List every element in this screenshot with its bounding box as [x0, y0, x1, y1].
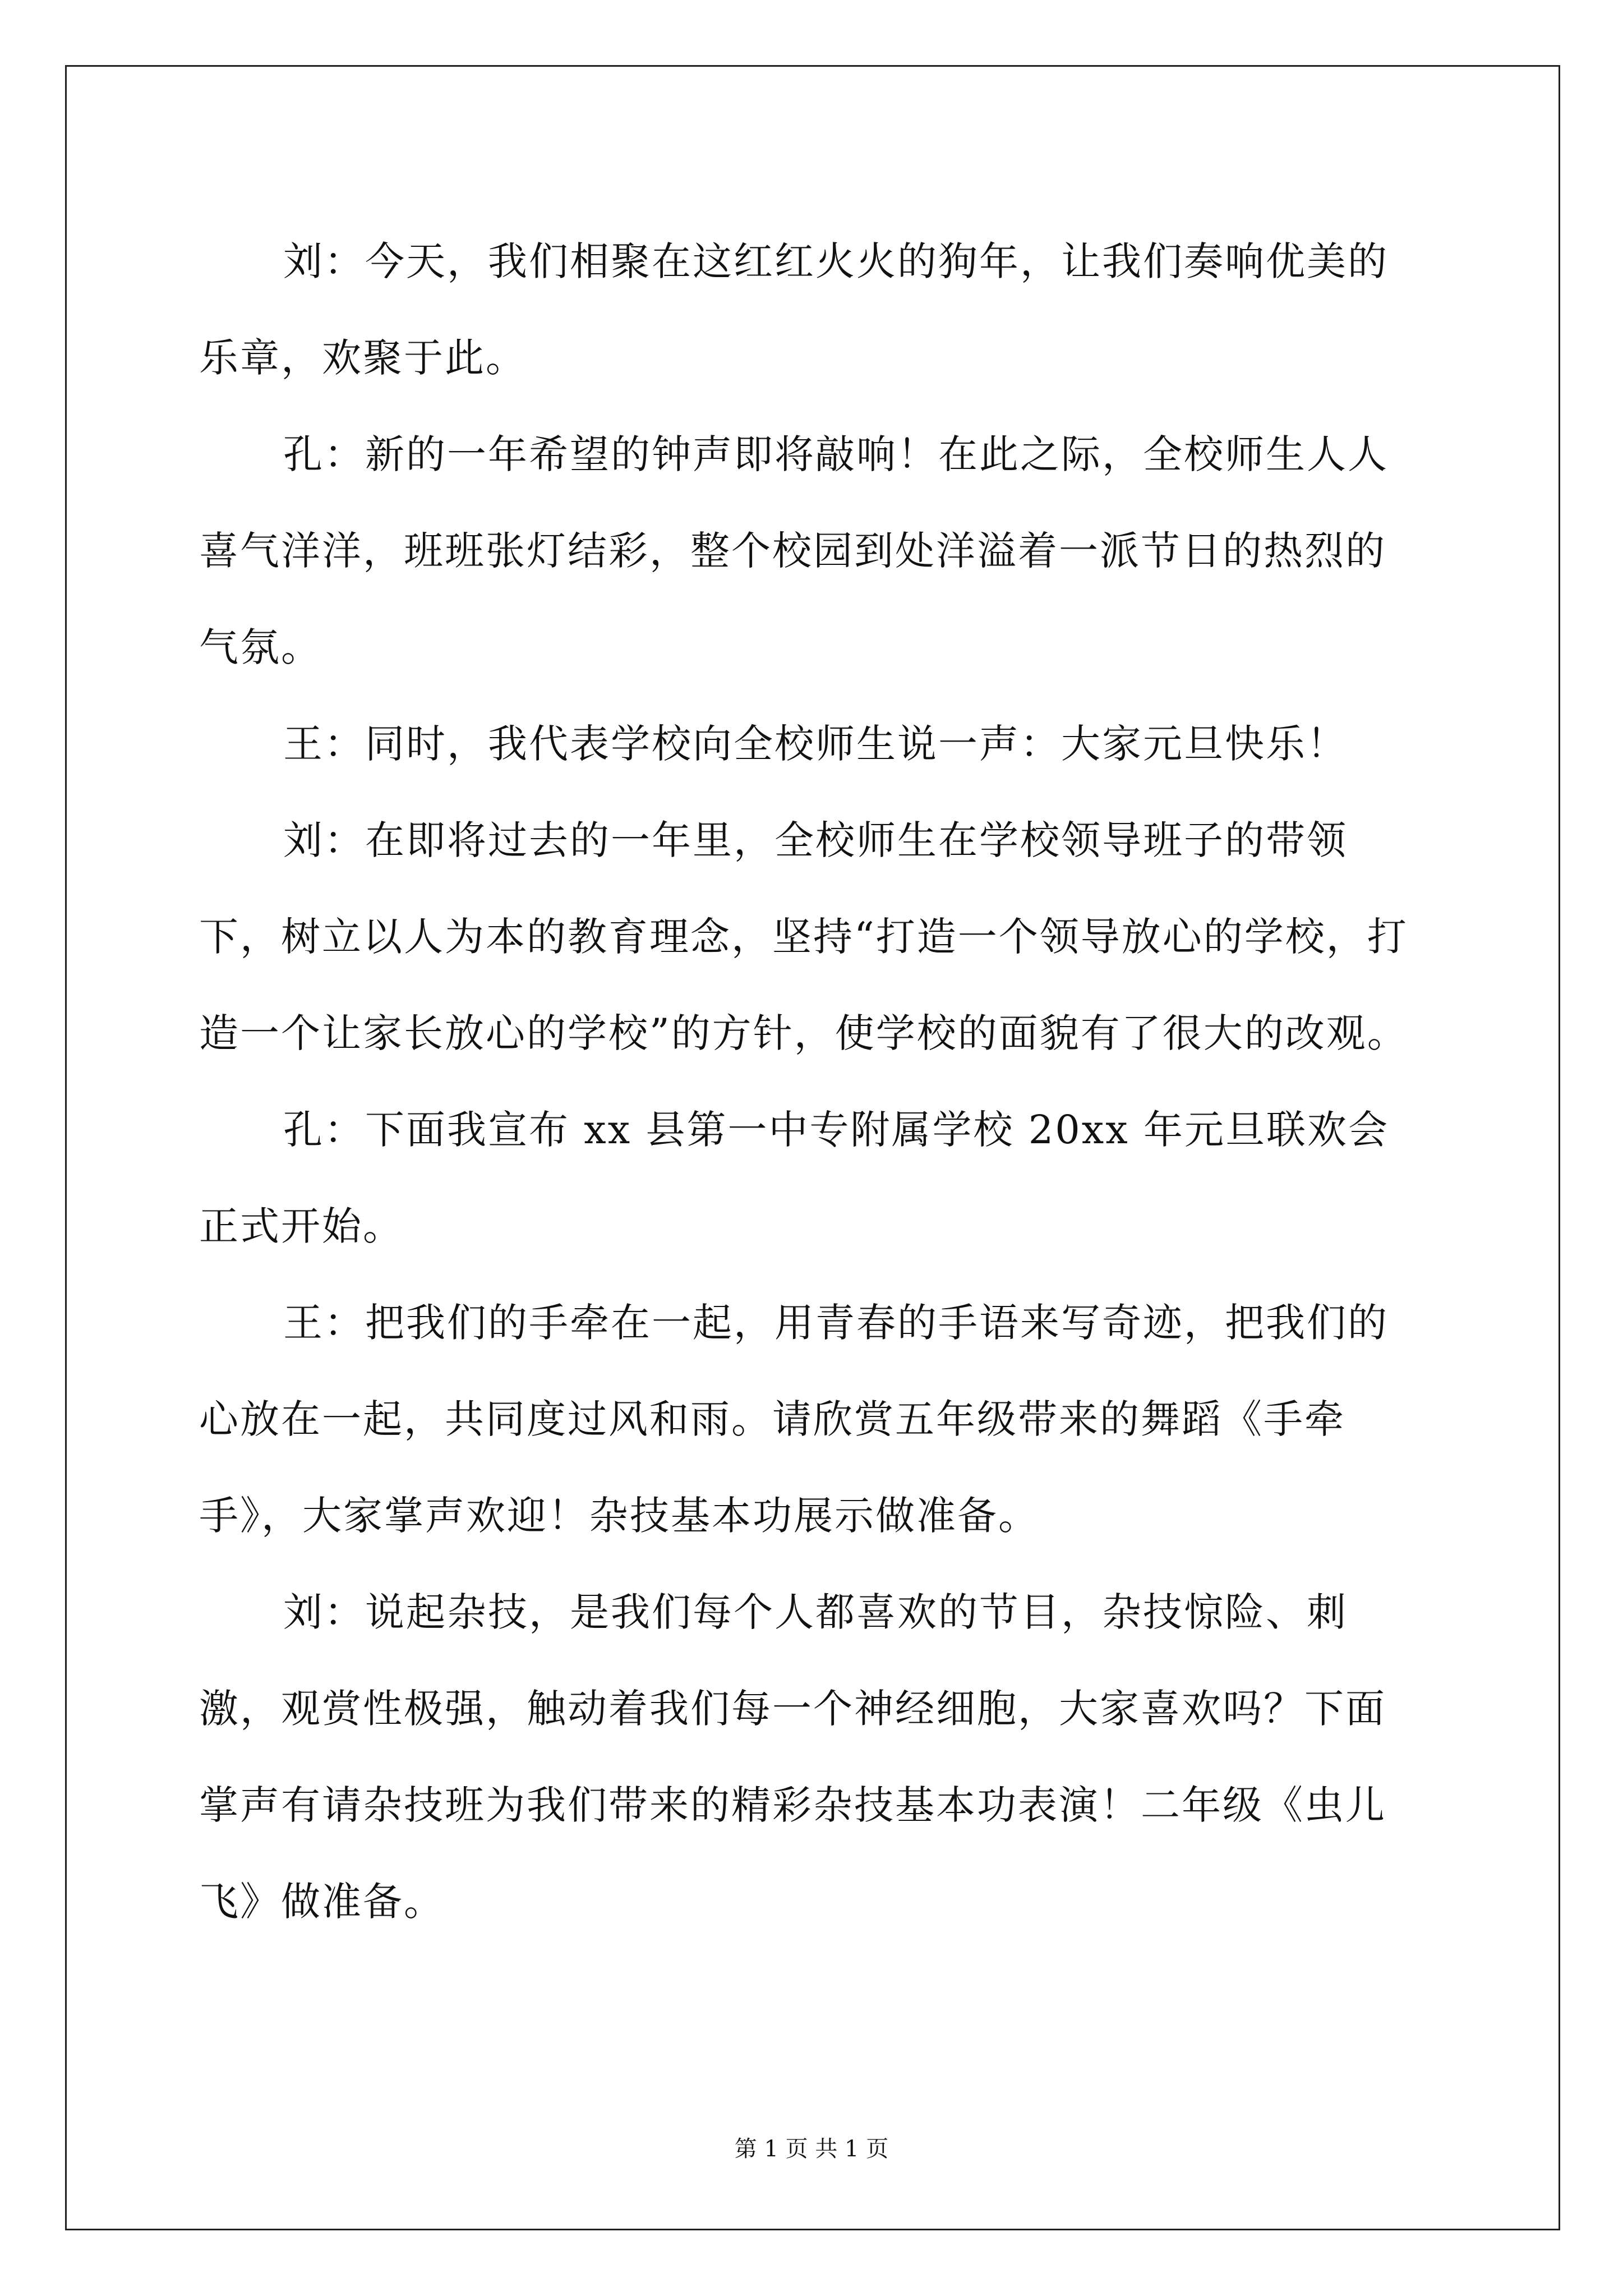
paragraph-wang-greeting: 王：同时，我代表学校向全校师生说一声：大家元旦快乐！ [283, 721, 1348, 767]
document-body [199, 213, 1426, 1950]
paragraph-kong-bell: 孔：新的一年希望的钟声即将敲响！在此之际，全校师生人人喜气洋洋，班班张灯结彩，整个校园到处洋溢着一派节日的热烈的气氛。 [199, 431, 1389, 670]
paragraph-kong-announcement: 孔：下面我宣布 xx 县第一中专附属学校 20xx 年元旦联欢会正式开始。 [199, 1107, 1389, 1249]
paragraph-liu-acrobatics: 刘：说起杂技，是我们每个人都喜欢的节目，杂技惊险、刺激，观赏性极强，触动着我们每一个神经细胞，大家喜欢吗？下面掌声有请杂技班为我们带来的精彩杂技基本功表演！二年级《虫儿飞》做准备。 [199, 1589, 1386, 1925]
page-number-footer: 第 1 页 共 1 页 [734, 2136, 889, 2162]
paragraph-liu-opening: 刘：今天，我们相聚在这红红火火的狗年，让我们奏响优美的乐章，欢聚于此。 [199, 238, 1389, 381]
paragraph-liu-review: 刘：在即将过去的一年里，全校师生在学校领导班子的带领下，树立以人为本的教育理念，坚持“打造一个领导放心的学校，打造一个让家长放心的学校”的方针，使学校的面貌有了很大的改观。 [199, 817, 1408, 1056]
paragraph-wang-dance: 王：把我们的手牵在一起，用青春的手语来写奇迹，把我们的心放在一起，共同度过风和雨。请欣赏五年级带来的舞蹈《手牵手》，大家掌声欢迎！杂技基本功展示做准备。 [199, 1300, 1389, 1539]
